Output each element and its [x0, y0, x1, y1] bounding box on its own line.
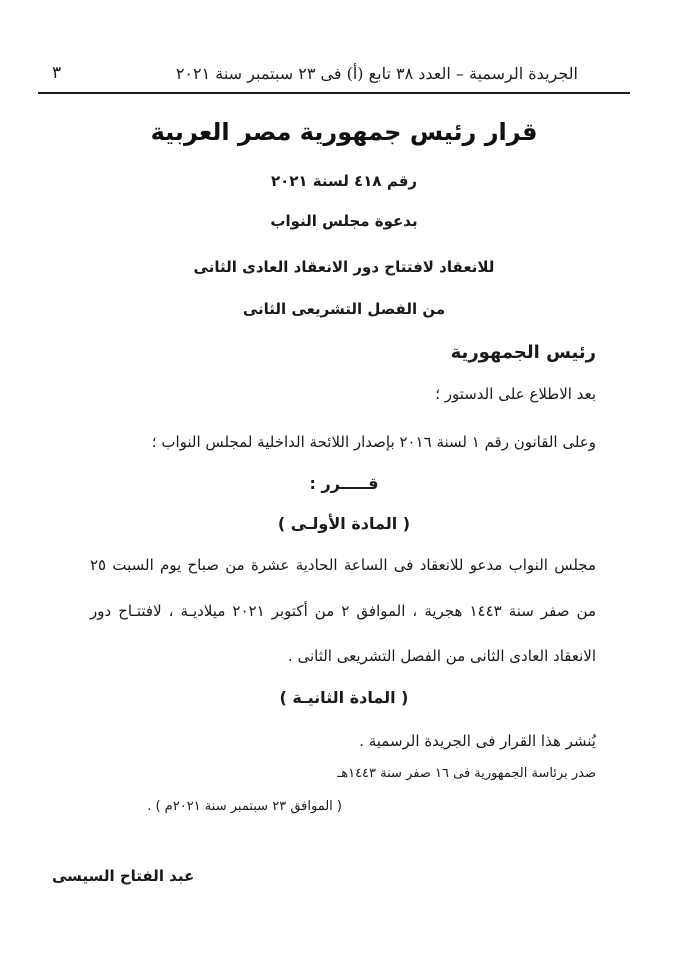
decree-subject-line-2: للانعقاد لافتتاح دور الانعقاد العادى الثانى [193, 258, 495, 276]
issued-date: صدر برئاسة الجمهورية فى ١٦ صفر سنة ١٤٤٣هـ [337, 766, 596, 781]
article-1-line-3: الانعقاد العادى الثانى من الفصل التشريعى الثانى . [287, 647, 596, 665]
article-1-line-1: مجلس النواب مدعو للانعقاد فى الساعة الحادية عشرة من صباح يوم السبت ٢٥ [90, 556, 596, 574]
corresponding-date: ( الموافق ٢٣ سبتمبر سنة ٢٠٢١م ) . [147, 799, 342, 814]
recital-law: وعلى القانون رقم ١ لسنة ٢٠١٦ بإصدار اللائحة الداخلية لمجلس النواب ؛ [151, 433, 596, 451]
president-heading: رئيس الجمهورية [450, 342, 596, 363]
gazette-header: الجريدة الرسمية – العدد ٣٨ تابع (أ) فى ٢٣ سبتمبر سنة ٢٠٢١ [175, 64, 578, 83]
header-divider [38, 92, 630, 94]
article-1-heading: ( المادة الأولـى ) [277, 514, 411, 533]
article-2-heading: ( المادة الثانيـة ) [279, 688, 409, 707]
decree-subject-line-3: من الفصل التشريعى الثانى [242, 300, 446, 318]
decree-title: قرار رئيس جمهورية مصر العربية [150, 118, 538, 146]
article-2-line-1: يُنشر هذا القرار فى الجريدة الرسمية . [359, 732, 596, 750]
decided-label: قـــــرر : [309, 474, 379, 493]
decree-number: رقم ٤١٨ لسنة ٢٠٢١ [270, 172, 418, 190]
page-number: ٣ [52, 63, 62, 83]
decree-subject-line-1: بدعوة مجلس النواب [270, 212, 418, 230]
signature-name: عبد الفتاح السيسى [52, 867, 195, 885]
recital-constitution: بعد الاطلاع على الدستور ؛ [435, 385, 596, 403]
article-1-line-2: من صفر سنة ١٤٤٣ هجرية ، الموافق ٢ من أكتوبر ٢٠٢١ ميلاديـة ، لافتتـاح دور [90, 602, 597, 620]
